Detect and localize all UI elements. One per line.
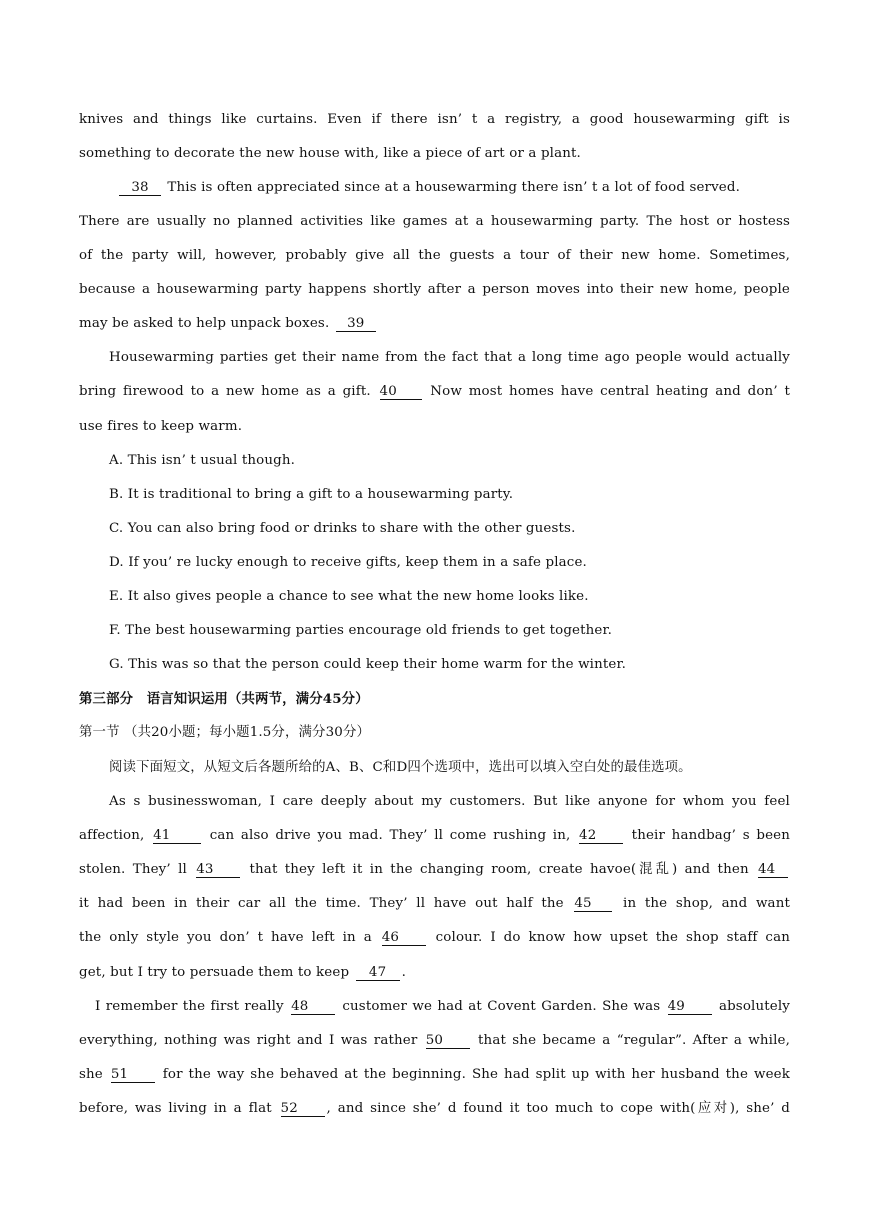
cloze-line <box>79 1100 790 1118</box>
blank-50: 50 <box>426 1034 470 1049</box>
blank-40: 40 <box>380 385 422 400</box>
blank-47: 47 <box>356 966 400 981</box>
passage-line <box>117 179 790 197</box>
section-heading: 第一节 （共20小题；每小题1.5分，满分30分） <box>79 725 371 740</box>
blank-38: 38 <box>119 181 161 196</box>
cloze-text: get, but I try to persuade them to keep <box>79 965 354 980</box>
cloze-text: the only style you don’ t have left in a <box>79 930 380 945</box>
cloze-text: colour. I do know how upset the shop staff can <box>427 930 790 945</box>
cloze-line <box>79 1032 790 1050</box>
cloze-text: everything, nothing was right and I was rather <box>79 1033 424 1048</box>
cloze-text: absolutely <box>713 999 790 1014</box>
passage-line <box>79 315 790 333</box>
blank-39: 39 <box>336 317 376 332</box>
cloze-line <box>79 964 790 982</box>
option-f: F. The best housewarming parties encourage old friends to get together. <box>109 623 612 638</box>
blank-51: 51 <box>111 1068 155 1083</box>
cloze-line: As s businesswoman, I care deeply about my customers. But like anyone for whom you feel <box>109 794 790 809</box>
part-heading: 第三部分 语言知识运用（共两节，满分45分） <box>79 691 369 707</box>
cloze-text: in the shop, and want <box>614 896 790 911</box>
option-g: G. This was so that the person could keep their home warm for the winter. <box>109 657 626 672</box>
option-a: A. This isn’ t usual though. <box>109 453 296 468</box>
passage-line <box>79 383 790 401</box>
cloze-text: she <box>79 1067 109 1082</box>
cloze-text: , and since she’ d found it too much to cope with(应对), she’ d <box>326 1101 790 1116</box>
cloze-text: I remember the first really <box>95 999 290 1014</box>
cloze-text: customer we had at Covent Garden. She was <box>337 999 666 1014</box>
passage-line: of the party will, however, probably give all the guests a tour of their new home. Sometimes, <box>79 248 790 263</box>
blank-52: 52 <box>281 1102 325 1117</box>
passage-line: Housewarming parties get their name from the fact that a long time ago people would actually <box>109 350 790 365</box>
passage-text: bring firewood to a new home as a gift. <box>79 384 378 399</box>
passage-text: may be asked to help unpack boxes. <box>79 316 334 331</box>
blank-49: 49 <box>668 1000 712 1015</box>
blank-48: 48 <box>291 1000 335 1015</box>
cloze-text: for the way she behaved at the beginning. She had split up with her husband the week <box>156 1067 790 1082</box>
blank-45: 45 <box>574 897 612 912</box>
cloze-text: affection, <box>79 828 152 843</box>
passage-line: use fires to keep warm. <box>79 419 243 434</box>
cloze-text: . <box>401 965 406 980</box>
blank-42: 42 <box>579 829 623 844</box>
blank-46: 46 <box>382 931 426 946</box>
passage-text: Now most homes have central heating and don’ t <box>423 384 790 399</box>
option-b: B. It is traditional to bring a gift to a housewarming party. <box>109 487 514 502</box>
option-d: D. If you’ re lucky enough to receive gifts, keep them in a safe place. <box>109 555 587 570</box>
passage-line: knives and things like curtains. Even if there isn’ t a registry, a good housewarming gift is <box>79 112 790 127</box>
cloze-text: before, was living in a flat <box>79 1101 279 1116</box>
passage-line: because a housewarming party happens shortly after a person moves into their new home, people <box>79 282 790 297</box>
blank-41: 41 <box>153 829 201 844</box>
cloze-line <box>79 895 790 913</box>
blank-43: 43 <box>196 863 240 878</box>
cloze-text: it had been in their car all the time. They’ ll have out half the <box>79 896 573 911</box>
option-e: E. It also gives people a chance to see what the new home looks like. <box>109 589 589 604</box>
cloze-line <box>79 1066 790 1084</box>
cloze-text: stolen. They’ ll <box>79 862 195 877</box>
cloze-line <box>79 929 790 947</box>
blank-44: 44 <box>758 863 788 878</box>
passage-line: something to decorate the new house with, like a piece of art or a plant. <box>79 146 581 161</box>
cloze-line <box>79 861 790 879</box>
cloze-line <box>79 827 790 845</box>
cloze-line <box>95 998 790 1016</box>
passage-text: This is often appreciated since at a housewarming there isn’ t a lot of food served. <box>163 180 741 195</box>
cloze-text: that she became a “regular”. After a while, <box>471 1033 790 1048</box>
cloze-text: their handbag’ s been <box>625 828 790 843</box>
option-c: C. You can also bring food or drinks to share with the other guests. <box>109 521 576 536</box>
instructions: 阅读下面短文，从短文后各题所给的A、B、C和D四个选项中，选出可以填入空白处的最佳选项。 <box>109 760 692 775</box>
cloze-text: can also drive you mad. They’ ll come rushing in, <box>203 828 578 843</box>
cloze-text: that they left it in the changing room, create havoe(混乱) and then <box>242 862 756 877</box>
passage-line: There are usually no planned activities like games at a housewarming party. The host or hostess <box>79 214 790 229</box>
